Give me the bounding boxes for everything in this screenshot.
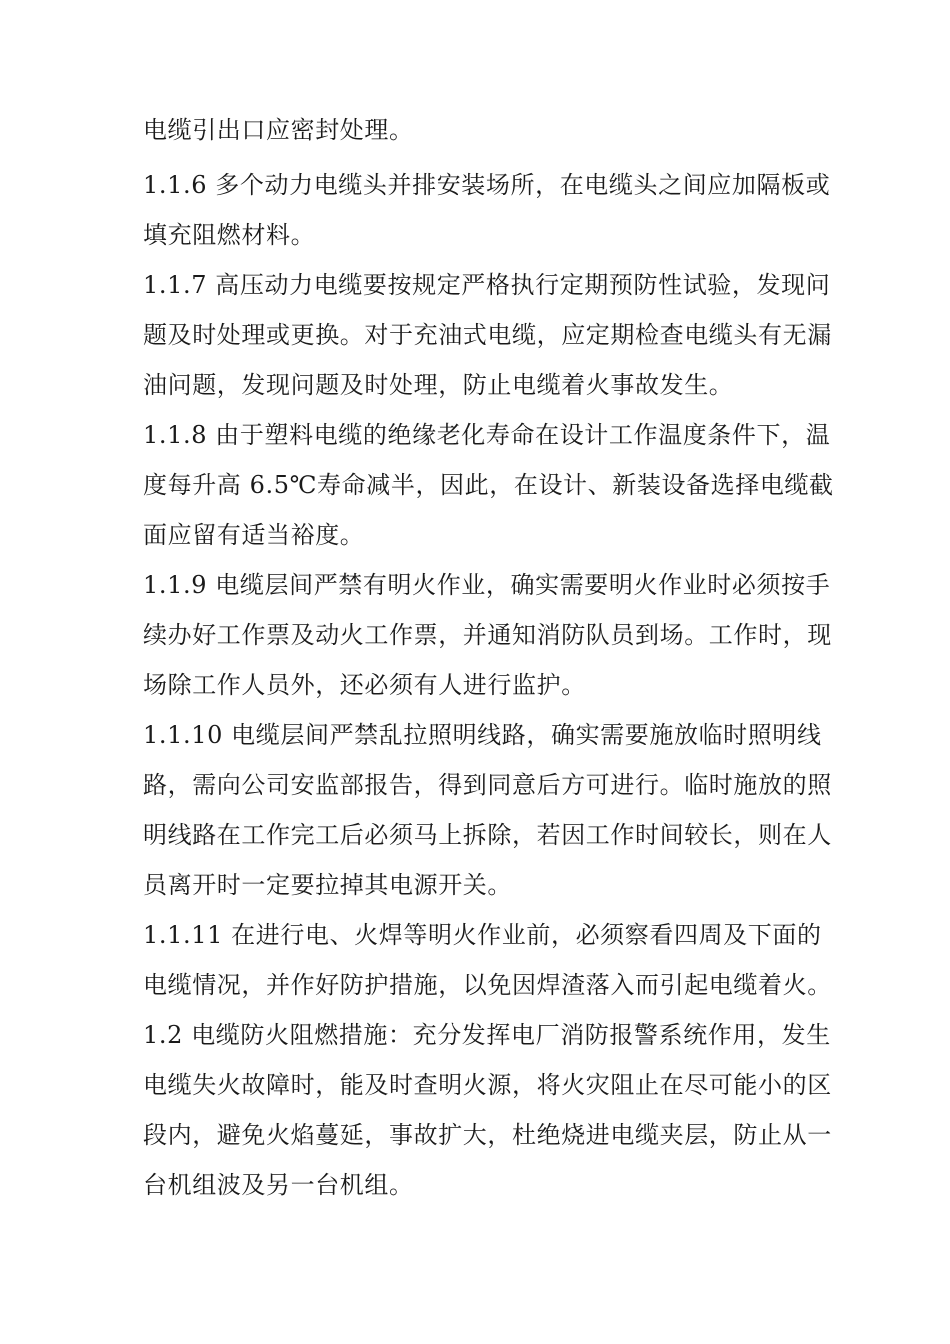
- text-line: 1.1.8 由于塑料电缆的绝缘老化寿命在设计工作温度条件下，温: [143, 421, 831, 449]
- text-line: 员离开时一定要拉掉其电源开关。: [143, 871, 512, 899]
- text-line: 油问题，发现问题及时处理，防止电缆着火事故发生。: [143, 371, 734, 399]
- text-line: 明线路在工作完工后必须马上拆除，若因工作时间较长，则在人: [143, 821, 832, 849]
- text-line: 1.1.11 在进行电、火焊等明火作业前，必须察看四周及下面的: [143, 921, 822, 949]
- text-line: 场除工作人员外，还必须有人进行监护。: [143, 671, 586, 699]
- text-line: 度每升高 6.5℃寿命减半，因此，在设计、新装设备选择电缆截: [143, 471, 834, 499]
- text-line: 电缆情况，并作好防护措施，以免因焊渣落入而引起电缆着火。: [143, 971, 832, 999]
- text-line: 题及时处理或更换。对于充油式电缆，应定期检查电缆头有无漏: [143, 321, 832, 349]
- text-line: 电缆引出口应密封处理。: [143, 116, 414, 144]
- text-line: 续办好工作票及动火工作票，并通知消防队员到场。工作时，现: [143, 621, 832, 649]
- text-line: 1.1.10 电缆层间严禁乱拉照明线路，确实需要施放临时照明线: [143, 721, 822, 749]
- text-line: 1.1.6 多个动力电缆头并排安装场所，在电缆头之间应加隔板或: [143, 171, 831, 199]
- text-line: 1.1.9 电缆层间严禁有明火作业，确实需要明火作业时必须按手: [143, 571, 831, 599]
- text-line: 台机组波及另一台机组。: [143, 1171, 414, 1199]
- text-line: 1.1.7 高压动力电缆要按规定严格执行定期预防性试验，发现问: [143, 271, 831, 299]
- text-line: 段内，避免火焰蔓延，事故扩大，杜绝烧进电缆夹层，防止从一: [143, 1121, 832, 1149]
- text-line: 路，需向公司安监部报告，得到同意后方可进行。临时施放的照: [143, 771, 832, 799]
- text-line: 1.2 电缆防火阻燃措施：充分发挥电厂消防报警系统作用，发生: [143, 1021, 831, 1049]
- text-line: 电缆失火故障时，能及时查明火源，将火灾阻止在尽可能小的区: [143, 1071, 832, 1099]
- text-line: 面应留有适当裕度。: [143, 521, 365, 549]
- text-line: 填充阻燃材料。: [143, 221, 316, 249]
